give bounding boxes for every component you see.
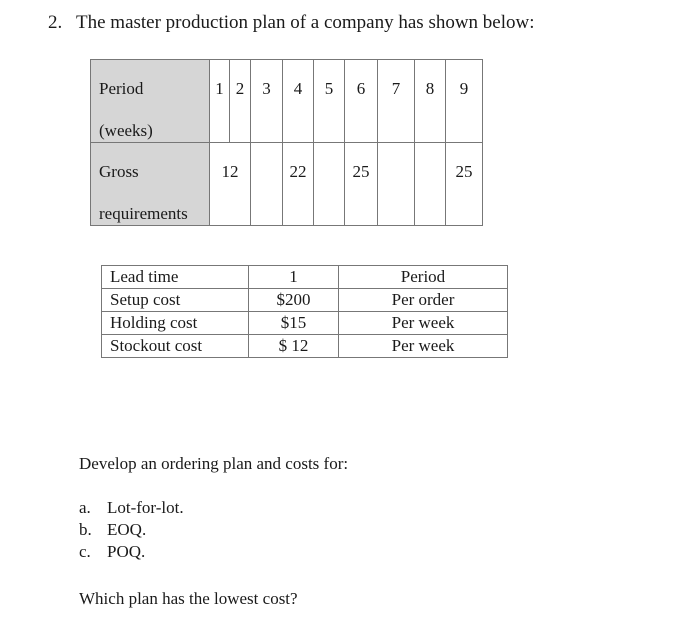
- gross-cell: [415, 143, 446, 226]
- period-cell: 4: [283, 60, 314, 143]
- param-name: Stockout cost: [102, 335, 249, 358]
- param-row-stockout-cost: [102, 335, 508, 358]
- question-number: 2.: [48, 12, 63, 33]
- period-cell: 3: [251, 60, 283, 143]
- gross-cell: [378, 143, 415, 226]
- param-name: Lead time: [102, 266, 249, 289]
- question-title: [48, 12, 535, 34]
- gross-cell: 25: [446, 143, 483, 226]
- period-label: Period: [99, 79, 144, 98]
- param-unit: Per order: [339, 289, 508, 312]
- gross-label-cell: [91, 143, 210, 226]
- param-unit: Per week: [339, 335, 508, 358]
- param-row-setup-cost: [102, 289, 508, 312]
- plan-marker: b.: [79, 520, 92, 539]
- param-name: Setup cost: [102, 289, 249, 312]
- gross-cell: 25: [345, 143, 378, 226]
- plan-item-poq: [79, 541, 184, 563]
- period-cell: 8: [415, 60, 446, 143]
- param-value: 1: [249, 266, 339, 289]
- period-row: [91, 60, 483, 143]
- param-value: $200: [249, 289, 339, 312]
- plan-item-eoq: [79, 519, 184, 541]
- plan-list: [79, 497, 184, 563]
- param-name: Holding cost: [102, 312, 249, 335]
- gross-label: Gross: [99, 162, 139, 181]
- plan-label: EOQ.: [107, 520, 147, 539]
- param-unit: Period: [339, 266, 508, 289]
- gross-cell: 22: [283, 143, 314, 226]
- plan-label: Lot-for-lot.: [107, 498, 184, 517]
- weeks-label: (weeks): [99, 121, 153, 140]
- gross-cell: [251, 143, 283, 226]
- period-cell: 5: [314, 60, 345, 143]
- plan-marker: c.: [79, 542, 91, 561]
- plan-item-lot-for-lot: [79, 497, 184, 519]
- period-cell: 2: [230, 60, 251, 143]
- period-cell: 7: [378, 60, 415, 143]
- closing-question: Which plan has the lowest cost?: [79, 589, 298, 608]
- plan-label: POQ.: [107, 542, 146, 561]
- plan-marker: a.: [79, 498, 91, 517]
- gross-cell: [314, 143, 345, 226]
- parameters-table: [101, 265, 508, 358]
- requirements-label: requirements: [99, 204, 188, 223]
- param-row-holding-cost: [102, 312, 508, 335]
- param-value: $15: [249, 312, 339, 335]
- question-text: The master production plan of a company has shown below:: [76, 12, 535, 33]
- master-production-table: [90, 59, 483, 226]
- gross-requirements-row: [91, 143, 483, 226]
- period-cell: 1: [210, 60, 230, 143]
- param-row-lead-time: [102, 266, 508, 289]
- period-cell: 9: [446, 60, 483, 143]
- period-label-cell: [91, 60, 210, 143]
- param-unit: Per week: [339, 312, 508, 335]
- param-value: $ 12: [249, 335, 339, 358]
- develop-instruction: Develop an ordering plan and costs for:: [79, 454, 349, 473]
- gross-cell: 12: [210, 143, 251, 226]
- period-cell: 6: [345, 60, 378, 143]
